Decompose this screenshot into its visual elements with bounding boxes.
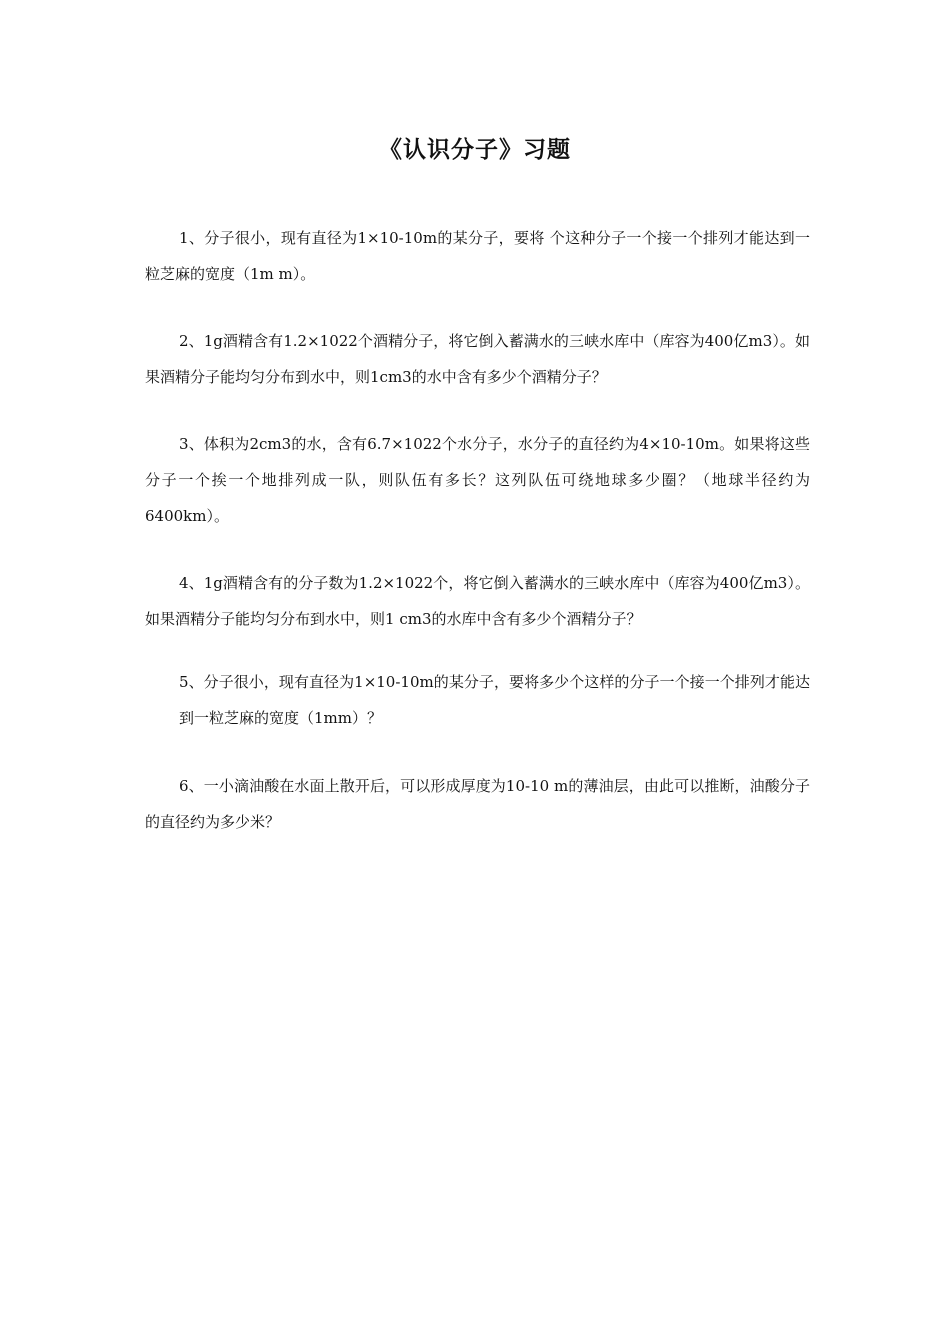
question-5	[145, 664, 810, 736]
question-6	[145, 768, 810, 840]
question-3	[145, 426, 810, 534]
question-text: 4、1g酒精含有的分子数为1.2×1022个，将它倒入蓄满水的三峡水库中（库容为400亿m3）。如果酒精分子能均匀分布到水中，则1 cm3的水库中含有多少个酒精分子？	[145, 574, 810, 628]
question-2	[145, 323, 810, 395]
question-text: 1、分子很小，现有直径为1×10-10m的某分子，要将 个这种分子一个接一个排列才能达到一粒芝麻的宽度（1m m）。	[145, 229, 810, 283]
document-title: 《认识分子》习题	[379, 136, 571, 163]
question-4	[145, 565, 810, 637]
question-text: 2、1g酒精含有1.2×1022个酒精分子，将它倒入蓄满水的三峡水库中（库容为400亿m3）。如果酒精分子能均匀分布到水中，则1cm3的水中含有多少个酒精分子？	[145, 332, 810, 386]
question-text: 6、一小滴油酸在水面上散开后，可以形成厚度为10-10 m的薄油层，由此可以推断，油酸分子的直径约为多少米？	[145, 777, 810, 831]
question-1	[145, 220, 810, 292]
question-text: 3、体积为2cm3的水，含有6.7×1022个水分子，水分子的直径约为4×10-10m。如果将这些分子一个挨一个地排列成一队，则队伍有多长？这列队伍可绕地球多少圈？（地球半径约为6400km）。	[145, 435, 810, 525]
question-text: 5、分子很小，现有直径为1×10-10m的某分子，要将多少个这样的分子一个接一个排列才能达到一粒芝麻的宽度（1mm）？	[179, 673, 810, 727]
